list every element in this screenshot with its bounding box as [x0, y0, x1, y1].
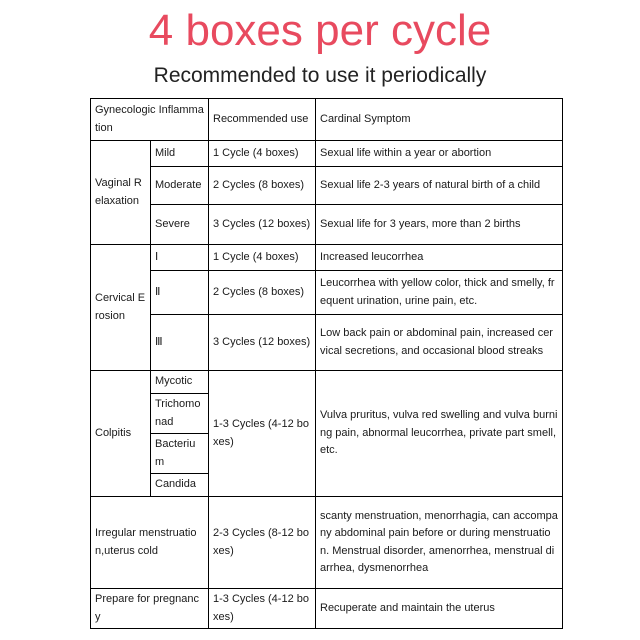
cardinal-symptom: Vulva pruritus, vulva red swelling and vulva burning pain, abnormal leucorrhea, private part smell, etc.	[316, 371, 563, 497]
table-row	[91, 271, 563, 315]
sub-type: Mild	[151, 141, 209, 167]
group-label: Colpitis	[91, 371, 151, 497]
sub-type: Ⅲ	[151, 315, 209, 371]
group-label: Vaginal Relaxation	[91, 141, 151, 245]
header-cardinal-symptom: Cardinal Symptom	[316, 99, 563, 141]
table-row	[91, 589, 563, 629]
cardinal-symptom: Recuperate and maintain the uterus	[316, 589, 563, 629]
cardinal-symptom: Low back pain or abdominal pain, increased cervical secretions, and occasional blood streaks	[316, 315, 563, 371]
recommended-use: 1 Cycle (4 boxes)	[209, 141, 316, 167]
cardinal-symptom: Increased leucorrhea	[316, 245, 563, 271]
group-label: Irregular menstruation,uterus cold	[91, 497, 209, 589]
sub-type: Trichomonad	[151, 394, 209, 434]
recommended-use: 2-3 Cycles (8-12 boxes)	[209, 497, 316, 589]
page-subtitle: Recommended to use it periodically	[153, 64, 487, 87]
recommended-use: 3 Cycles (12 boxes)	[209, 205, 316, 245]
cardinal-symptom: Sexual life within a year or abortion	[316, 141, 563, 167]
sub-type: Candida	[151, 474, 209, 497]
table-header-row	[91, 99, 563, 141]
recommended-use: 3 Cycles (12 boxes)	[209, 315, 316, 371]
cardinal-symptom: scanty menstruation, menorrhagia, can accompany abdominal pain before or during menstruation. Menstrual disorder, amenorrhea, menstrual diarrhea, dysmenorrhea	[316, 497, 563, 589]
cardinal-symptom: Sexual life for 3 years, more than 2 births	[316, 205, 563, 245]
sub-type: Severe	[151, 205, 209, 245]
recommended-use: 1 Cycle (4 boxes)	[209, 245, 316, 271]
sub-type: Ⅰ	[151, 245, 209, 271]
sub-type: Mycotic	[151, 371, 209, 394]
cardinal-symptom: Sexual life 2-3 years of natural birth of a child	[316, 167, 563, 205]
table-row	[91, 141, 563, 167]
table-row	[91, 315, 563, 371]
recommended-use: 1-3 Cycles (4-12 boxes)	[209, 589, 316, 629]
group-label: Cervical Erosion	[91, 245, 151, 371]
table-row	[91, 167, 563, 205]
recommended-use: 1-3 Cycles (4-12 boxes)	[209, 371, 316, 497]
sub-type: Bacterium	[151, 434, 209, 474]
table-row	[91, 371, 563, 394]
group-label: Prepare for pregnancy	[91, 589, 209, 629]
table-row	[91, 245, 563, 271]
sub-type: Moderate	[151, 167, 209, 205]
sub-type: Ⅱ	[151, 271, 209, 315]
header-recommended-use: Recommended use	[209, 99, 316, 141]
recommended-use: 2 Cycles (8 boxes)	[209, 167, 316, 205]
table-row	[91, 205, 563, 245]
header-condition: Gynecologic Inflammation	[91, 99, 209, 141]
cardinal-symptom: Leucorrhea with yellow color, thick and smelly, frequent urination, urine pain, etc.	[316, 271, 563, 315]
table-row	[91, 497, 563, 589]
recommended-use: 2 Cycles (8 boxes)	[209, 271, 316, 315]
usage-table	[90, 98, 563, 629]
page-title: 4 boxes per cycle	[148, 6, 492, 55]
